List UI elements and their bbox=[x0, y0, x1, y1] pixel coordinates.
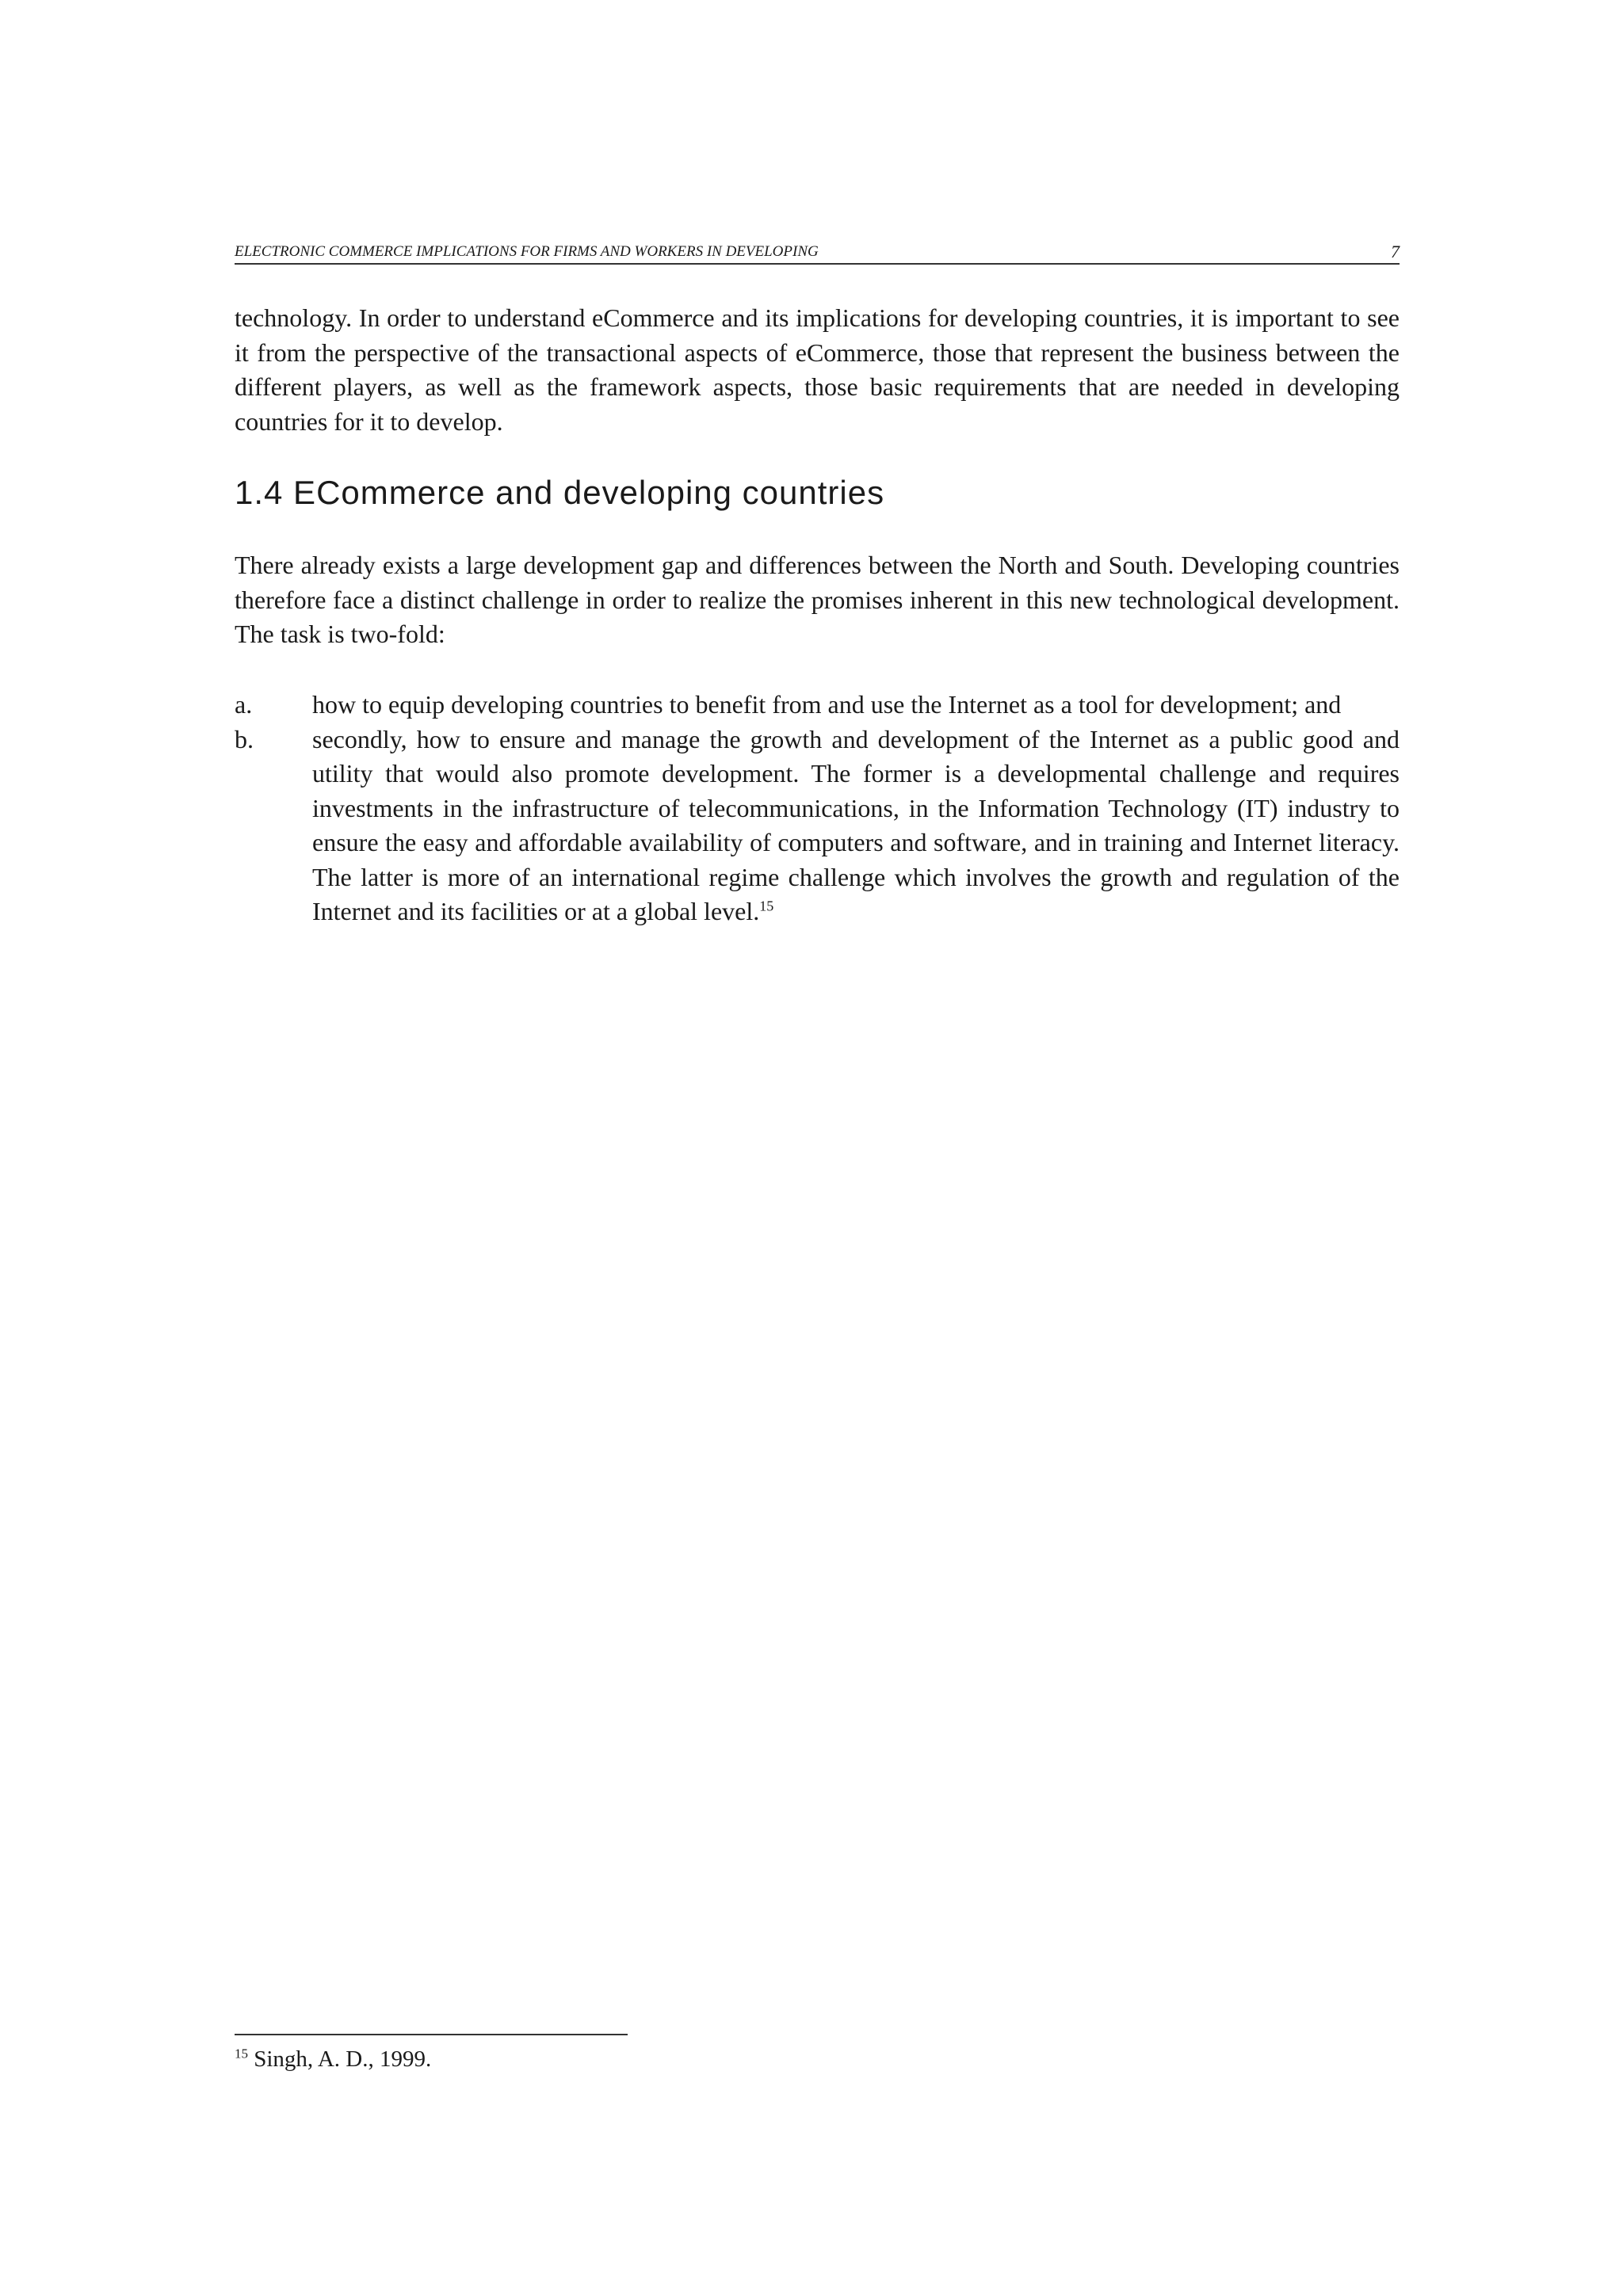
footnote-separator bbox=[235, 2034, 628, 2035]
list-item bbox=[235, 723, 1400, 929]
running-title: ELECTRONIC COMMERCE IMPLICATIONS FOR FIRMS AND WORKERS IN DEVELOPING bbox=[235, 243, 819, 260]
running-header bbox=[235, 242, 1400, 265]
list-item-text: how to equip developing countries to benefit from and use the Internet as a tool for development; and bbox=[312, 690, 1342, 719]
footnote-number: 15 bbox=[235, 2046, 248, 2061]
intro-paragraph: technology. In order to understand eCommerce and its implications for developing countries, it is important to see it from the perspective of the transactional aspects of eCommerce, those that represent the business between the different players, as well as the framework aspects, those basic requirements that are needed in developing countries for it to develop. bbox=[235, 303, 1400, 436]
list-item-text bbox=[312, 723, 1400, 929]
list-marker: a. bbox=[235, 690, 253, 719]
list-item-body: secondly, how to ensure and manage the growth and development of the Internet as a public good and utility that would also promote development. The former is a developmental challenge and requires investments in the infrastructure of telecommunications, in the Information Technology (IT) industry to ensure the easy and affordable availability of computers and software, and in training and Internet literacy. The latter is more of an international regime challenge which involves the growth and regulation of the Internet and its facilities or at a global level. bbox=[312, 724, 1400, 925]
footnote-text: Singh, A. D., 1999. bbox=[254, 2046, 432, 2072]
section-heading: 1.4 ECommerce and developing countries bbox=[235, 474, 885, 511]
footnote bbox=[235, 2044, 1400, 2074]
section-paragraph: There already exists a large development gap and differences between the North and South. Developing countries therefore face a distinct challenge in order to realize the promises inherent in this new technological development. The task is two-fold: bbox=[235, 551, 1400, 648]
footnote-reference[interactable]: 15 bbox=[759, 898, 774, 914]
list-marker: b. bbox=[235, 724, 254, 753]
task-list bbox=[235, 688, 1400, 929]
list-item bbox=[235, 688, 1400, 723]
page-number: 7 bbox=[1391, 242, 1400, 261]
